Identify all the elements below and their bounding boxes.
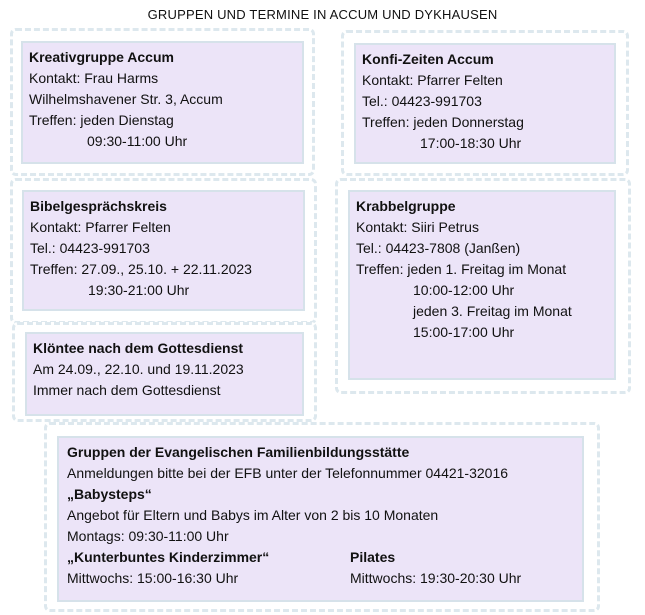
bibel-card (22, 190, 305, 311)
kreativgruppe-card (21, 41, 304, 164)
bibel-phone: Tel.: 04423-991703 (30, 240, 150, 256)
kloentee-note: Immer nach dem Gottesdienst (33, 382, 221, 398)
konfi-time: 17:00-18:30 Uhr (420, 135, 522, 151)
bibel-meeting: Treffen: 27.09., 25.10. + 22.11.2023 (30, 261, 252, 277)
kloentee-dates: Am 24.09., 22.10. und 19.11.2023 (33, 361, 244, 377)
bibel-contact: Kontakt: Pfarrer Felten (30, 219, 171, 235)
krabbel-card (348, 190, 616, 380)
efb-card (57, 436, 584, 602)
kreativgruppe-heading: Kreativgruppe Accum (29, 49, 174, 65)
konfi-meeting: Treffen: jeden Donnerstag (362, 114, 524, 130)
babysteps-description: Angebot für Eltern und Babys im Alter von 2 bis 10 Monaten (67, 507, 439, 523)
konfi-contact: Kontakt: Pfarrer Felten (362, 72, 503, 88)
krabbel-time-1: 10:00-12:00 Uhr (413, 282, 515, 298)
konfi-card (354, 43, 616, 164)
krabbel-heading: Krabbelgruppe (356, 198, 456, 214)
kreativgruppe-meeting: Treffen: jeden Dienstag (29, 112, 174, 128)
kinderzimmer-title: „Kunterbuntes Kinderzimmer“ (67, 549, 270, 565)
kloentee-card (25, 332, 304, 416)
kreativgruppe-contact: Kontakt: Frau Harms (29, 70, 159, 86)
krabbel-phone: Tel.: 04423-7808 (Janßen) (356, 240, 521, 256)
pilates-time: Mittwochs: 19:30-20:30 Uhr (350, 570, 522, 586)
babysteps-time: Montags: 09:30-11:00 Uhr (67, 528, 229, 544)
kinderzimmer-time: Mittwochs: 15:00-16:30 Uhr (67, 570, 239, 586)
kreativgruppe-address: Wilhelmshavener Str. 3, Accum (29, 91, 223, 107)
krabbel-meeting-2: jeden 3. Freitag im Monat (413, 303, 572, 319)
bibel-time: 19:30-21:00 Uhr (88, 282, 190, 298)
krabbel-time-2: 15:00-17:00 Uhr (413, 324, 515, 340)
babysteps-title: „Babysteps“ (67, 486, 152, 502)
kloentee-heading: Klöntee nach dem Gottesdienst (33, 340, 244, 356)
pilates-title: Pilates (350, 549, 396, 565)
efb-registration: Anmeldungen bitte bei der EFB unter der Telefonnummer 04421-32016 (67, 465, 509, 481)
bibel-heading: Bibelgesprächskreis (30, 198, 167, 214)
page-title: GRUPPEN UND TERMINE IN ACCUM UND DYKHAUSEN (147, 7, 498, 22)
konfi-heading: Konfi-Zeiten Accum (362, 51, 494, 67)
kreativgruppe-time: 09:30-11:00 Uhr (87, 133, 188, 149)
krabbel-contact: Kontakt: Siiri Petrus (356, 219, 479, 235)
krabbel-meeting-1: Treffen: jeden 1. Freitag im Monat (356, 261, 567, 277)
konfi-phone: Tel.: 04423-991703 (362, 93, 482, 109)
efb-heading: Gruppen der Evangelischen Familienbildungsstätte (67, 444, 410, 460)
